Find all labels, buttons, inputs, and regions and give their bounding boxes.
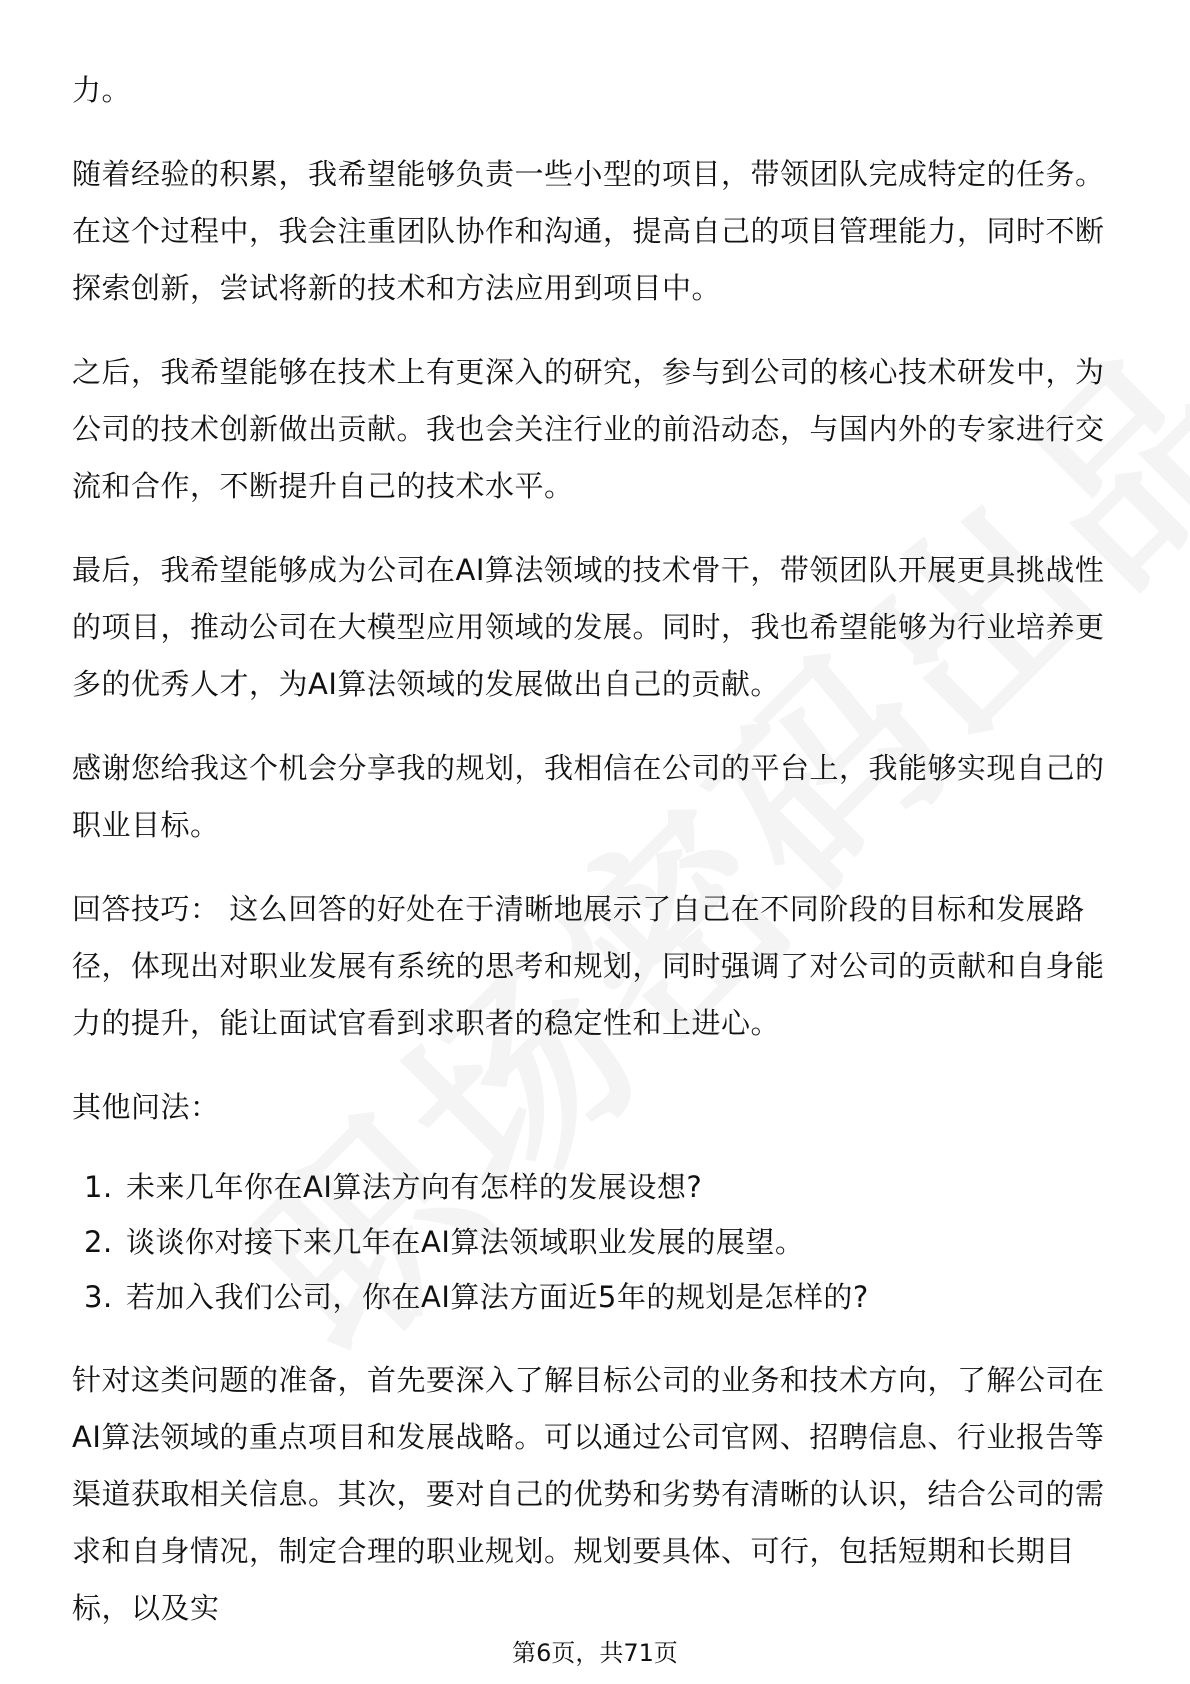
paragraph-goal: 最后，我希望能够成为公司在AI算法领域的技术骨干，带领团队开展更具挑战性的项目，推动公司在大模型应用领域的发展。同时，我也希望能够为行业培养更多的优秀人才，为AI算法领域的发展做出自己的贡献。 bbox=[72, 553, 1105, 701]
page-number-footer: 第6页，共71页 bbox=[512, 1639, 678, 1667]
paragraph-answer-tips: 回答技巧： 这么回答的好处在于清晰地展示了自己在不同阶段的目标和发展路径，体现出对职业发展有系统的思考和规划，同时强调了对公司的贡献和自身能力的提升，能让面试官看到求职者的稳定性和上进心。 bbox=[72, 892, 1105, 1040]
page-content bbox=[72, 62, 1114, 1637]
list-item bbox=[72, 1270, 1114, 1325]
list-item-text: 谈谈你对接下来几年在AI算法领域职业发展的展望。 bbox=[126, 1225, 805, 1259]
list-item bbox=[72, 1215, 1114, 1270]
paragraph-research: 之后，我希望能够在技术上有更深入的研究，参与到公司的核心技术研发中，为公司的技术创新做出贡献。我也会关注行业的前沿动态，与国内外的专家进行交流和合作，不断提升自己的技术水平。 bbox=[72, 355, 1105, 503]
list-item bbox=[72, 1160, 1114, 1215]
paragraph-thanks: 感谢您给我这个机会分享我的规划，我相信在公司的平台上，我能够实现自己的职业目标。 bbox=[72, 751, 1105, 842]
list-item-number: 3. bbox=[84, 1280, 113, 1314]
list-item-number: 1. bbox=[84, 1170, 113, 1204]
paragraph-continuation: 力。 bbox=[72, 73, 132, 107]
paragraph-other-questions-heading: 其他问法： bbox=[72, 1090, 220, 1124]
list-item-text: 未来几年你在AI算法方向有怎样的发展设想? bbox=[126, 1170, 703, 1204]
list-item-number: 2. bbox=[84, 1225, 113, 1259]
list-item-text: 若加入我们公司，你在AI算法方面近5年的规划是怎样的? bbox=[126, 1280, 869, 1314]
paragraph-preparation: 针对这类问题的准备，首先要深入了解目标公司的业务和技术方向，了解公司在AI算法领域的重点项目和发展战略。可以通过公司官网、招聘信息、行业报告等渠道获取相关信息。其次，要对自己的优势和劣势有清晰的认识，结合公司的需求和自身情况，制定合理的职业规划。规划要具体、可行，包括短期和长期目标，以及实 bbox=[72, 1363, 1105, 1625]
paragraph-experience: 随着经验的积累，我希望能够负责一些小型的项目，带领团队完成特定的任务。在这个过程中，我会注重团队协作和沟通，提高自己的项目管理能力，同时不断探索创新，尝试将新的技术和方法应用到项目中。 bbox=[72, 157, 1105, 305]
other-questions-list bbox=[72, 1160, 1114, 1325]
